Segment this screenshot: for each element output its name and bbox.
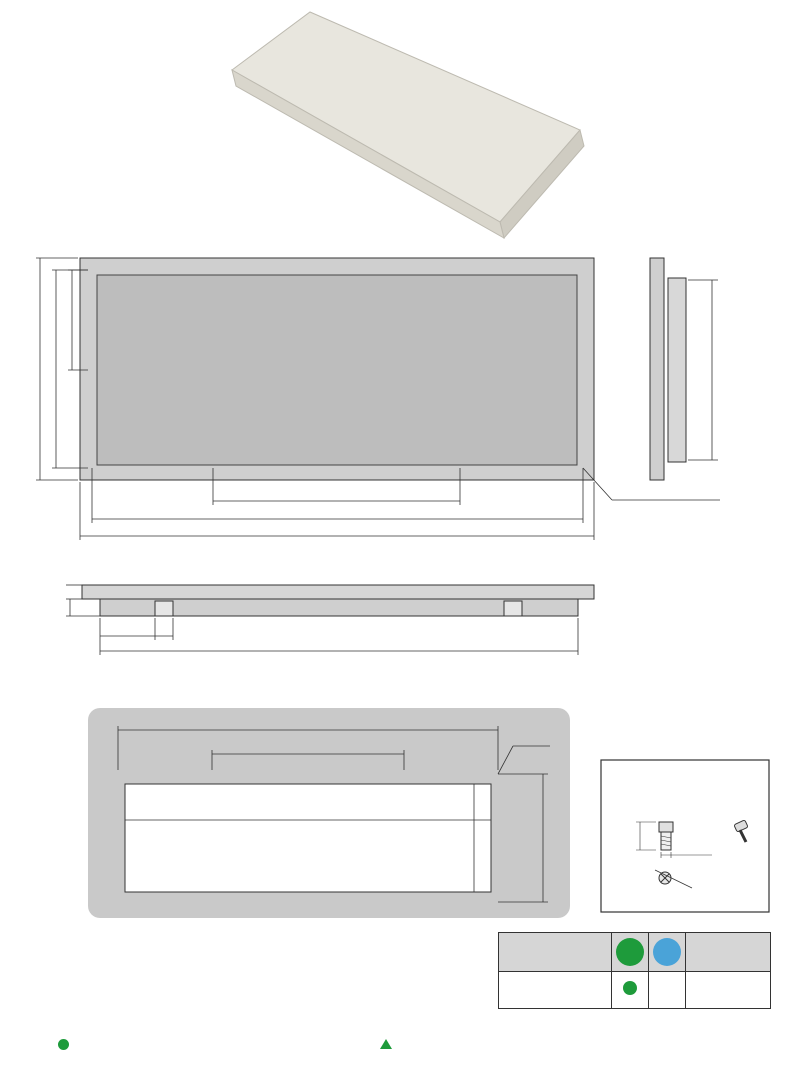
spec-table (498, 932, 771, 1009)
legend-rohs (58, 1038, 75, 1054)
col-item (499, 933, 612, 972)
rohs-badge (616, 938, 644, 966)
cell-weight (686, 972, 771, 1009)
col-weight (686, 933, 771, 972)
cad-badge (653, 938, 681, 966)
rohs-dot-icon (58, 1039, 69, 1050)
col-rohs (612, 933, 649, 972)
triangle-icon (380, 1039, 392, 1049)
side-view (650, 258, 718, 480)
bottom-view (66, 585, 594, 655)
cell-cad (649, 972, 686, 1009)
rohs-dot-icon (623, 981, 637, 995)
screws-box (601, 760, 769, 912)
cell-item-no (499, 972, 612, 1009)
col-cad (649, 933, 686, 972)
cell-rohs (612, 972, 649, 1009)
legend-replaceable (380, 1038, 398, 1054)
product-render (232, 12, 584, 238)
front-view (36, 258, 720, 540)
cutout-view (88, 708, 570, 918)
